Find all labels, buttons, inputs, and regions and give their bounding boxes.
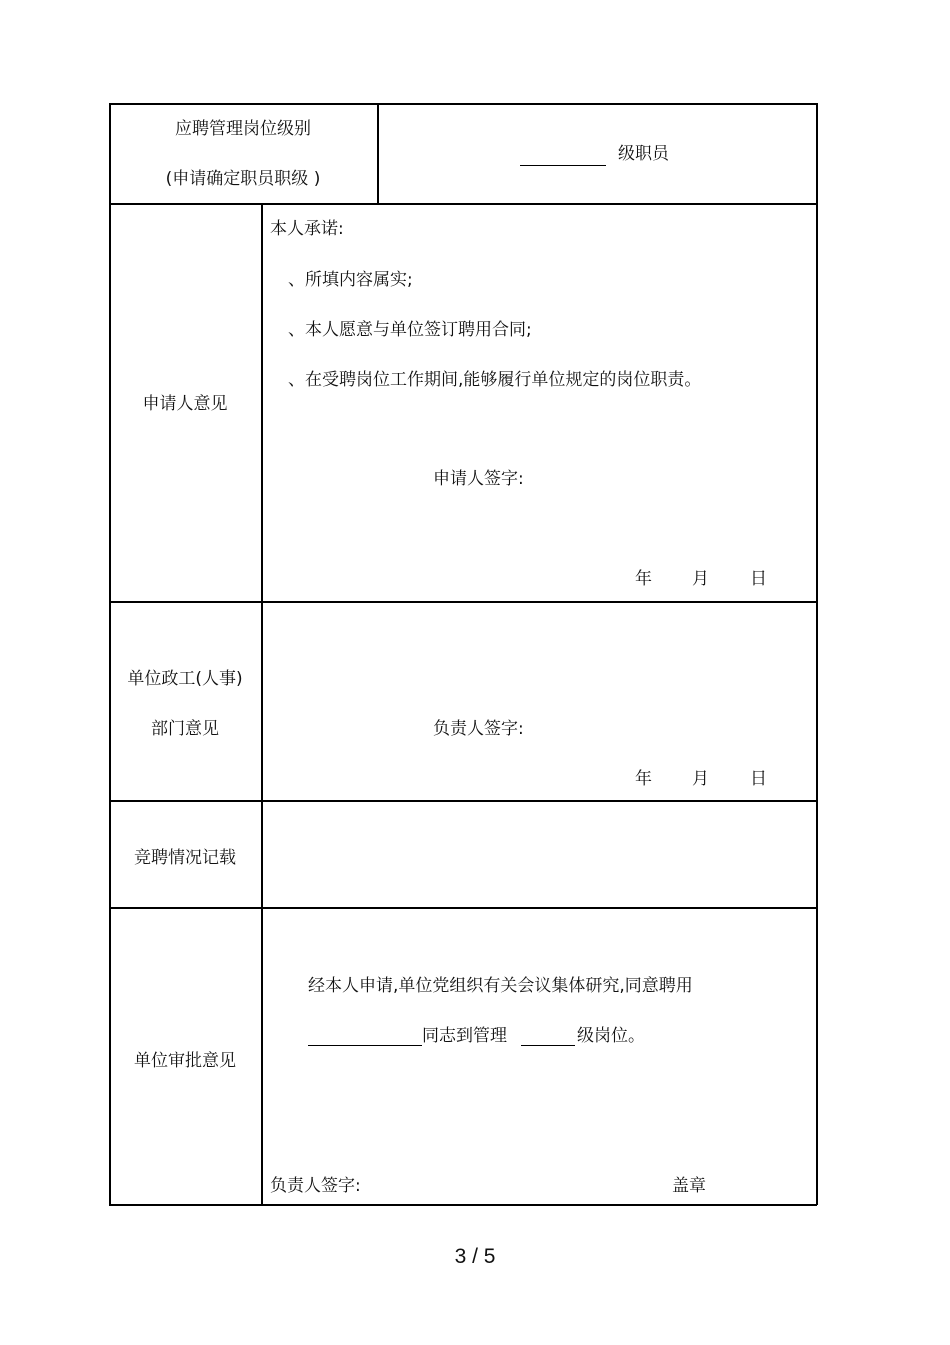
- table-border-bottom: [109, 1204, 817, 1206]
- row2-date-year: 年: [635, 569, 652, 589]
- approval-text-mid: 同志到管理: [422, 1026, 507, 1046]
- table-border-top: [109, 103, 817, 105]
- column-divider-row1: [377, 103, 379, 204]
- appointee-name-blank[interactable]: [308, 1045, 422, 1046]
- promise-heading: 本人承诺:: [270, 219, 344, 239]
- approval-text-line1: 经本人申请,单位党组织有关会议集体研究,同意聘用: [308, 976, 693, 996]
- promise-item-1: 、所填内容属实;: [288, 270, 413, 290]
- approved-level-blank[interactable]: [521, 1045, 575, 1046]
- position-level-blank[interactable]: [520, 165, 606, 166]
- row3-date-year: 年: [635, 769, 652, 789]
- row1-value-suffix: 级职员: [618, 144, 669, 164]
- seal-label: 盖章: [672, 1176, 706, 1196]
- department-signature-label: 负责人签字:: [433, 719, 524, 739]
- row-divider-1: [109, 203, 817, 205]
- row-divider-2: [109, 601, 817, 603]
- row3-date-month: 月: [692, 769, 709, 789]
- row2-date-month: 月: [692, 569, 709, 589]
- row1-label-line1: 应聘管理岗位级别: [175, 119, 311, 139]
- table-border-left: [109, 103, 111, 1205]
- applicant-signature-label: 申请人签字:: [433, 469, 524, 489]
- row-divider-4: [109, 907, 817, 909]
- row3-date-day: 日: [750, 769, 767, 789]
- page-number: 3 / 5: [454, 1245, 496, 1268]
- table-border-right: [816, 103, 818, 1205]
- row3-label-line1: 单位政工(人事): [127, 669, 243, 689]
- promise-item-3: 、在受聘岗位工作期间,能够履行单位规定的岗位职责。: [288, 370, 702, 390]
- promise-item-2: 、本人愿意与单位签订聘用合同;: [288, 320, 532, 340]
- row5-label: 单位审批意见: [134, 1051, 236, 1071]
- row1-label-line2: (申请确定职员职级 ): [165, 169, 321, 189]
- row-divider-3: [109, 800, 817, 802]
- row3-label-line2: 部门意见: [151, 719, 219, 739]
- approver-signature-label: 负责人签字:: [270, 1176, 361, 1196]
- row2-label: 申请人意见: [142, 394, 228, 414]
- row2-date-day: 日: [750, 569, 767, 589]
- row4-label: 竞聘情况记载: [134, 848, 236, 868]
- column-divider-rows: [261, 203, 263, 1205]
- approval-text-end: 级岗位。: [577, 1026, 645, 1046]
